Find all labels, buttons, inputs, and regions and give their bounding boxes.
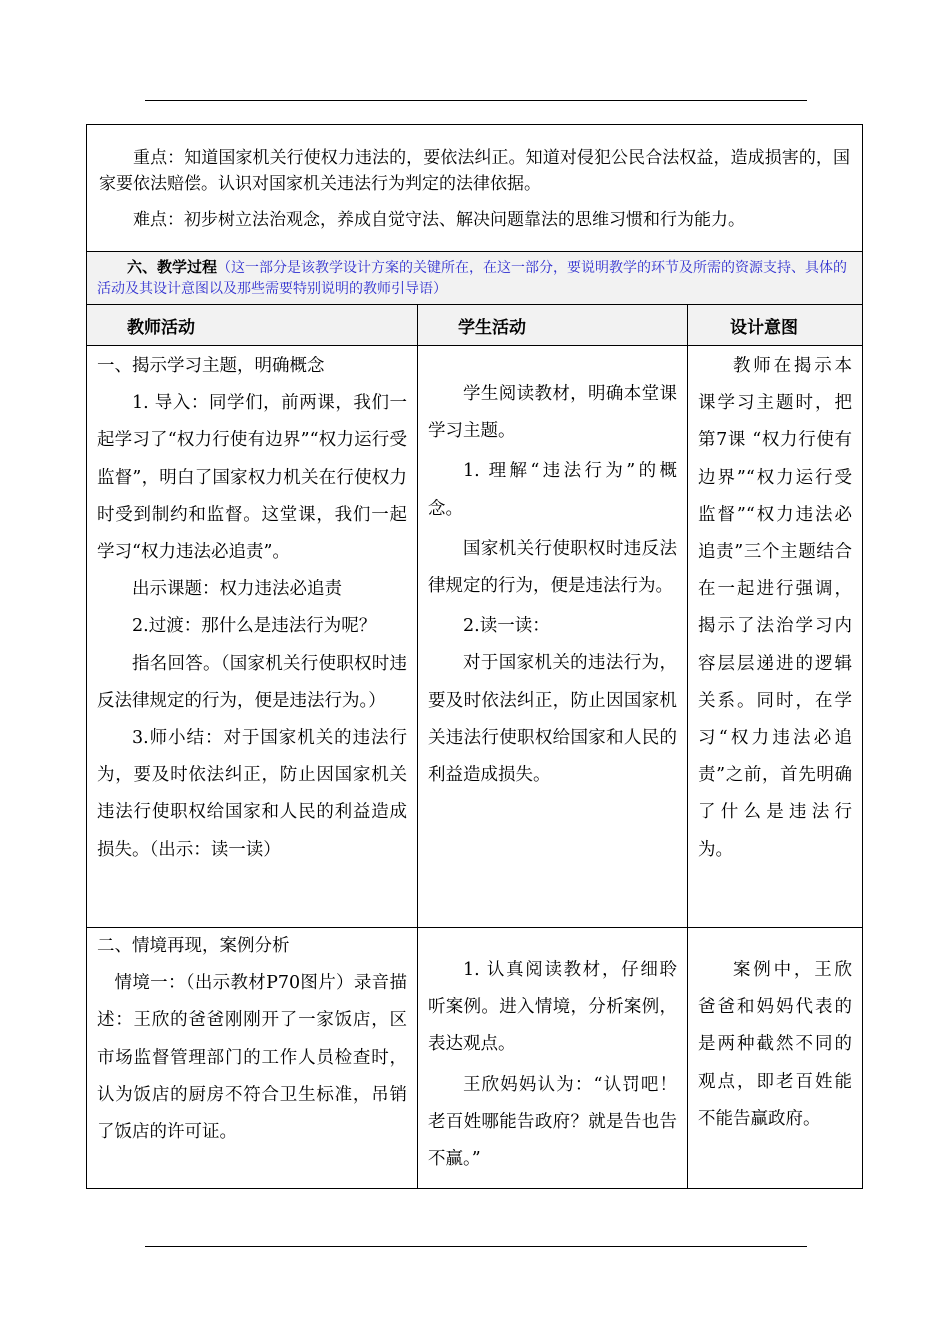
teacher-step: 指名回答。（国家机关行使职权时违反法律规定的行为，便是违法行为。） <box>97 653 407 711</box>
design-intent-cell <box>688 928 863 1189</box>
section-heading: 一、揭示学习主题，明确概念 <box>97 356 325 376</box>
design-intent-text: 案例中，王欣爸爸和妈妈代表的是两种截然不同的观点，即老百姓能不能告赢政府。 <box>698 960 852 1129</box>
column-header-student: 学生活动 <box>418 305 688 346</box>
key-points-cell <box>87 125 863 252</box>
teacher-step: 2.过渡：那什么是违法行为呢？ <box>132 616 377 637</box>
teacher-step: 出示课题：权力违法必追责 <box>132 579 342 600</box>
teacher-step: 1. 导入：同学们，前两课，我们一起学习了“权力行使有边界”“权力运行受监督”，明白了国家权力机关在行使权力时受到制约和监督。这堂课，我们一起学习“权力违法必追责”。 <box>97 393 407 563</box>
lesson-plan-table <box>86 124 863 1189</box>
student-step: 国家机关行使职权时违反法律规定的行为，便是违法行为。 <box>428 538 677 597</box>
header-rule <box>145 100 807 101</box>
student-step: 王欣妈妈认为：“认罚吧！老百姓哪能告政府？就是告也告不赢。” <box>428 1074 677 1170</box>
teacher-step: 3.师小结：对于国家机关的违法行为，要及时依法纠正，防止因国家机关违法行使职权给国家和人民的利益造成损失。（出示：读一读） <box>97 728 407 860</box>
column-header-intent: 设计意图 <box>688 305 863 346</box>
student-activity-cell <box>418 346 688 928</box>
process-title: 六、教学过程 <box>127 258 218 276</box>
table-row <box>87 346 863 928</box>
teacher-activity-cell <box>87 346 418 928</box>
teacher-activity-cell <box>87 928 418 1189</box>
student-step: 1. 理解“违法行为”的概念。 <box>428 461 677 519</box>
column-header-teacher: 教师活动 <box>87 305 418 346</box>
key-points-row <box>87 125 863 252</box>
process-heading-cell <box>87 252 863 305</box>
process-heading-row <box>87 252 863 305</box>
student-activity-cell <box>418 928 688 1189</box>
design-intent-text: 教师在揭示本课学习主题时，把第7课 “权力行使有边界”“权力运行受监督”“权力违法必追责”三个主题结合在一起进行强调，揭示了法治学习内容层层递进的逻辑关系。同时，在学习“权力违法必追责”之前，首先明确了什么是违法行为。 <box>698 356 852 860</box>
section-heading: 二、情境再现，案例分析 <box>97 936 290 956</box>
process-note: （这一部分是该教学设计方案的关键所在，在这一部分，要说明教学的环节及所需的资源支持、具体的活动及其设计意图以及那些需要特别说明的教师引导语） <box>97 260 848 297</box>
column-header-row <box>87 305 863 346</box>
table-row <box>87 928 863 1189</box>
design-intent-cell <box>688 346 863 928</box>
focus-text: 重点：知道国家机关行使权力违法的，要依法纠正。知道对侵犯公民合法权益，造成损害的，国家要依法赔偿。认识对国家机关违法行为判定的法律依据。 <box>99 148 850 194</box>
student-step: 1. 认真阅读教材，仔细聆听案例。进入情境，分析案例，表达观点。 <box>428 960 677 1055</box>
student-step: 学生阅读教材，明确本堂课学习主题。 <box>428 384 677 442</box>
teacher-step: 情境一：（出示教材P70图片）录音描述：王欣的爸爸刚刚开了一家饭店，区市场监督管理部门的工作人员检查时，认为饭店的厨房不符合卫生标准，吊销了饭店的许可证。 <box>97 973 407 1143</box>
footer-rule <box>145 1246 807 1247</box>
difficulty-text: 难点：初步树立法治观念，养成自觉守法、解决问题靠法的思维习惯和行为能力。 <box>133 210 745 230</box>
student-step: 对于国家机关的违法行为，要及时依法纠正，防止因国家机关违法行使职权给国家和人民的利益造成损失。 <box>428 653 677 786</box>
student-step: 2.读一读： <box>463 616 550 637</box>
